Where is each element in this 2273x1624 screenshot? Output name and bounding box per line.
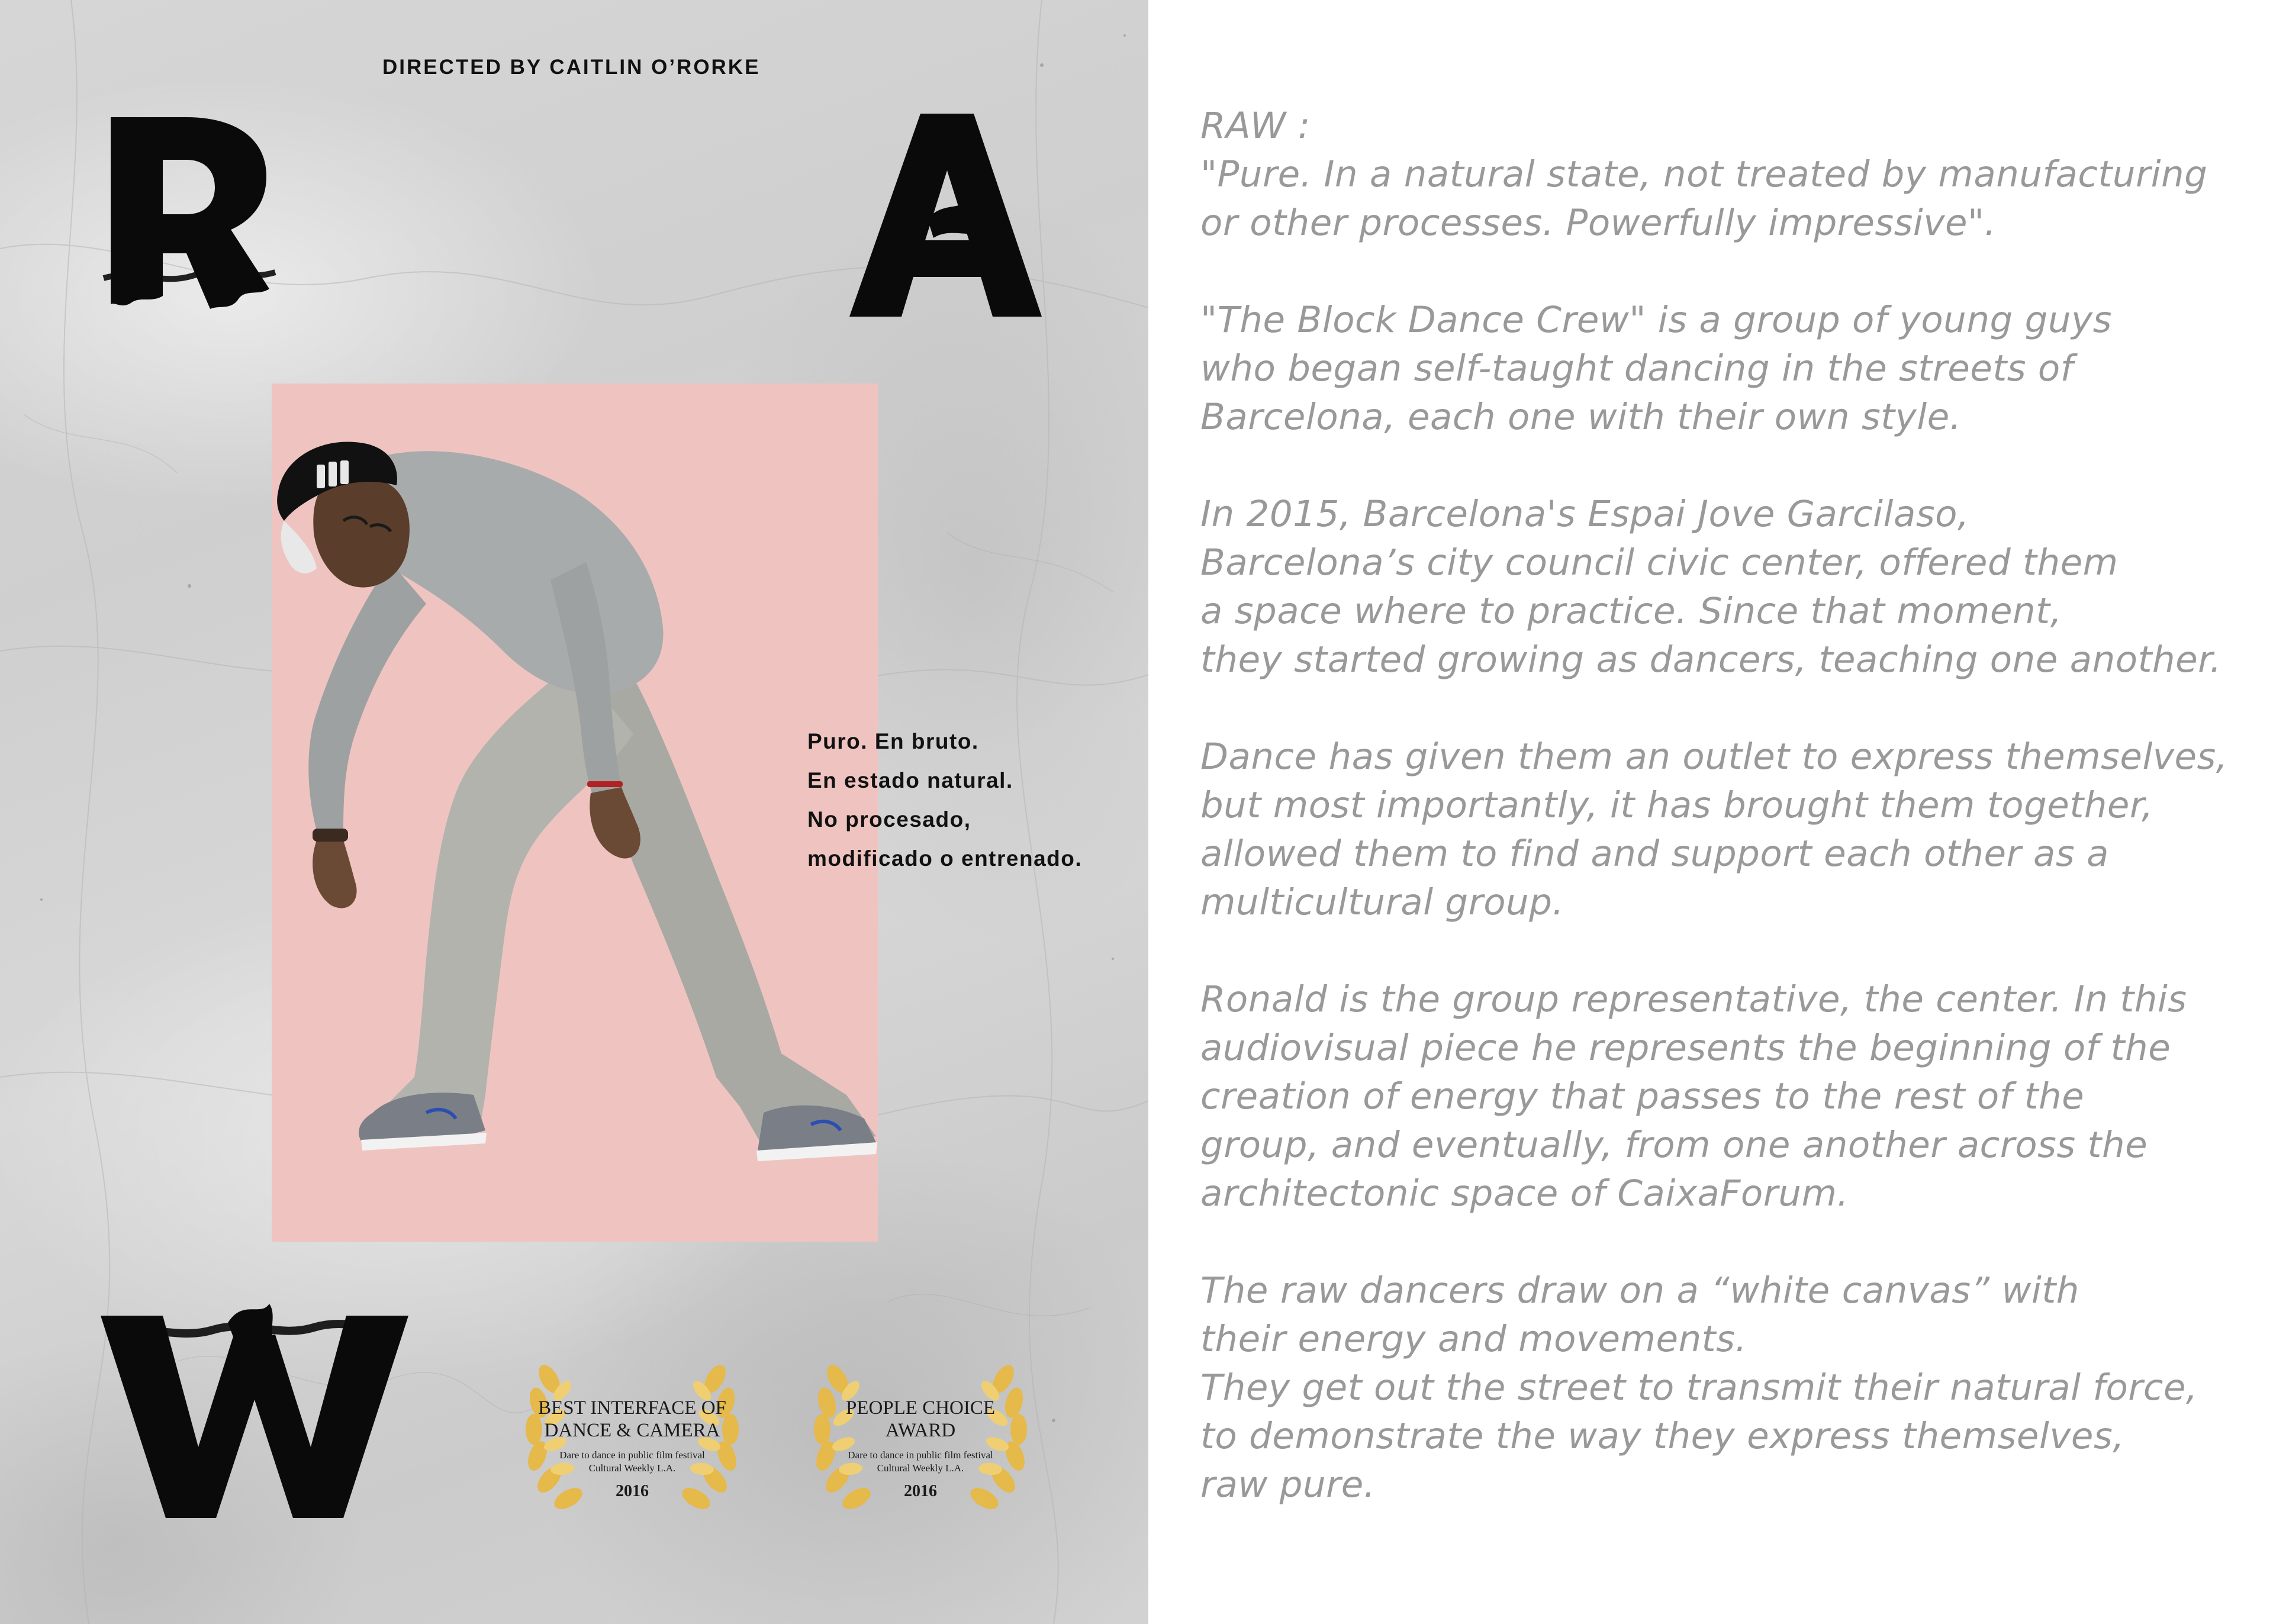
award-title-line: PEOPLE CHOICE — [845, 1397, 996, 1419]
award-sub-line: Dare to dance in public film festival — [559, 1449, 705, 1461]
description-line: they started growing as dancers, teaching one another. — [1200, 639, 2222, 681]
description-line: but most importantly, it has brought them together, — [1200, 784, 2153, 826]
description-text — [1200, 102, 2254, 1509]
poster-letter-w-graphic — [101, 1299, 408, 1536]
description-line: allowed them to find and support each other as a — [1200, 833, 2109, 875]
description-line: Barcelona’s city council civic center, offered them — [1200, 542, 2119, 584]
award-year: 2016 — [616, 1482, 649, 1500]
award-sub-line: Cultural Weekly L.A. — [877, 1462, 964, 1474]
poster-tagline — [807, 722, 1082, 878]
award-title-line: BEST INTERFACE OF — [538, 1397, 726, 1419]
award-sub-line: Cultural Weekly L.A. — [588, 1462, 676, 1474]
description-line: architectonic space of CaixaForum. — [1200, 1172, 1849, 1214]
description-line: their energy and movements. — [1200, 1318, 1747, 1360]
description-line: multicultural group. — [1200, 881, 1564, 923]
description-line: "The Block Dance Crew" is a group of young guys — [1200, 299, 2112, 341]
award-laurel-best-interface — [508, 1343, 756, 1521]
paragraph-gap — [1200, 247, 2254, 296]
award-subtitle — [508, 1449, 756, 1475]
description-line: They get out the street to transmit their natural force, — [1200, 1367, 2198, 1409]
paragraph-gap — [1200, 684, 2254, 733]
description-line: audiovisual piece he represents the beginning of the — [1200, 1027, 2171, 1069]
award-text — [796, 1343, 1045, 1521]
award-text — [508, 1343, 756, 1521]
tagline-line: Puro. En bruto. — [807, 729, 979, 753]
description-line: creation of energy that passes to the rest of the — [1200, 1075, 2085, 1117]
description-line: group, and eventually, from one another across the — [1200, 1124, 2148, 1166]
description-line: Ronald is the group representative, the center. In this — [1200, 978, 2187, 1020]
award-title — [796, 1397, 1045, 1442]
award-title — [508, 1397, 756, 1442]
description-line: or other processes. Powerfully impressive". — [1200, 202, 1997, 244]
tagline-line: modificado o entrenado. — [807, 846, 1083, 871]
award-title-line: DANCE & CAMERA — [544, 1420, 720, 1441]
award-sub-line: Dare to dance in public film festival — [848, 1449, 993, 1461]
award-title-line: AWARD — [885, 1420, 956, 1441]
description-line: In 2015, Barcelona's Espai Jove Garcilaso, — [1200, 493, 1969, 535]
paragraph-gap — [1200, 1218, 2254, 1267]
description-line: Barcelona, each one with their own style. — [1200, 396, 1962, 438]
award-laurel-people-choice — [796, 1343, 1045, 1521]
tagline-line: En estado natural. — [807, 768, 1013, 792]
description-line: who began self-taught dancing in the streets of — [1200, 347, 2074, 389]
description-line: RAW : — [1200, 105, 1311, 147]
director-credit: DIRECTED BY CAITLIN O’RORKE — [382, 56, 761, 79]
poster-letter-w — [101, 1299, 337, 1536]
description-line: raw pure. — [1200, 1464, 1376, 1506]
poster-letter-a-graphic — [826, 101, 1063, 337]
description-line: a space where to practice. Since that moment, — [1200, 590, 2062, 632]
paragraph-gap — [1200, 442, 2254, 490]
poster-letter-r — [98, 101, 334, 337]
description-line: to demonstrate the way they express themselves, — [1200, 1415, 2125, 1457]
description-line: Dance has given them an outlet to express themselves, — [1200, 736, 2228, 778]
poster-letter-a — [826, 101, 1063, 337]
poster-letter-r-graphic — [98, 101, 334, 337]
award-subtitle — [796, 1449, 1045, 1475]
description-line: The raw dancers draw on a “white canvas” with — [1200, 1269, 2079, 1312]
paragraph-gap — [1200, 927, 2254, 975]
tagline-line: No procesado, — [807, 807, 971, 832]
award-year: 2016 — [904, 1482, 937, 1500]
description-line: "Pure. In a natural state, not treated by manufacturing — [1200, 153, 2208, 195]
